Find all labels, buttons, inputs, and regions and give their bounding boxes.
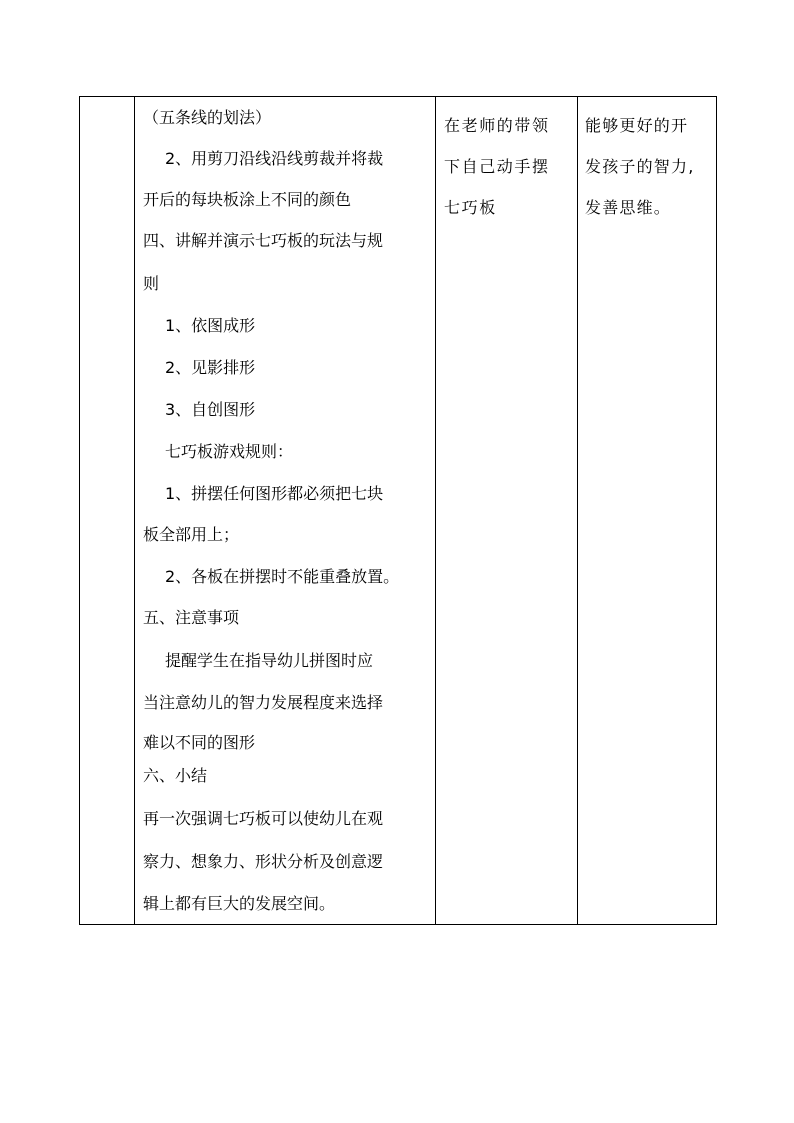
content-line: 1、拼摆任何图形都必须把七块 [165,484,384,503]
content-line: 2、各板在拼摆时不能重叠放置。 [165,567,400,586]
content-line: 3、自创图形 [165,400,256,419]
activity-line: 七巧板 [444,198,497,217]
intent-line: 发孩子的智力, [585,157,695,176]
lesson-plan-table [79,96,717,925]
content-line: 五、注意事项 [143,608,240,627]
content-line: 六、小结 [143,766,208,785]
design-intent-cell [578,97,717,925]
intent-line: 能够更好的开 [585,116,689,135]
activity-line: 在老师的带领 [444,116,550,135]
content-line: 察力、想象力、形状分析及创意逻 [143,852,384,871]
stage-cell [80,97,135,925]
content-line: 七巧板游戏规则： [165,442,294,461]
content-line: 当注意幼儿的智力发展程度来选择 [143,693,384,712]
content-line: 则 [143,274,160,293]
student-activity-cell [436,97,578,925]
content-line: 1、依图成形 [165,316,256,335]
content-line: 开后的每块板涂上不同的颜色 [143,190,352,209]
content-line: 2、见影排形 [165,358,256,377]
content-line: 再一次强调七巧板可以使幼儿在观 [143,809,384,828]
teaching-content-cell [135,97,436,925]
content-line: 辑上都有巨大的发展空间。 [143,894,336,913]
table-row [80,97,717,925]
content-line: 板全部用上； [143,525,240,544]
content-line: （五条线的划法） [143,108,272,127]
content-line: 难以不同的图形 [143,733,256,752]
content-line: 提醒学生在指导幼儿拼图时应 [165,651,374,670]
intent-line: 发善思维。 [585,198,672,217]
activity-line: 下自己动手摆 [444,157,550,176]
content-line: 2、用剪刀沿线沿线剪裁并将裁 [165,149,384,168]
content-line: 四、讲解并演示七巧板的玩法与规 [143,231,384,250]
